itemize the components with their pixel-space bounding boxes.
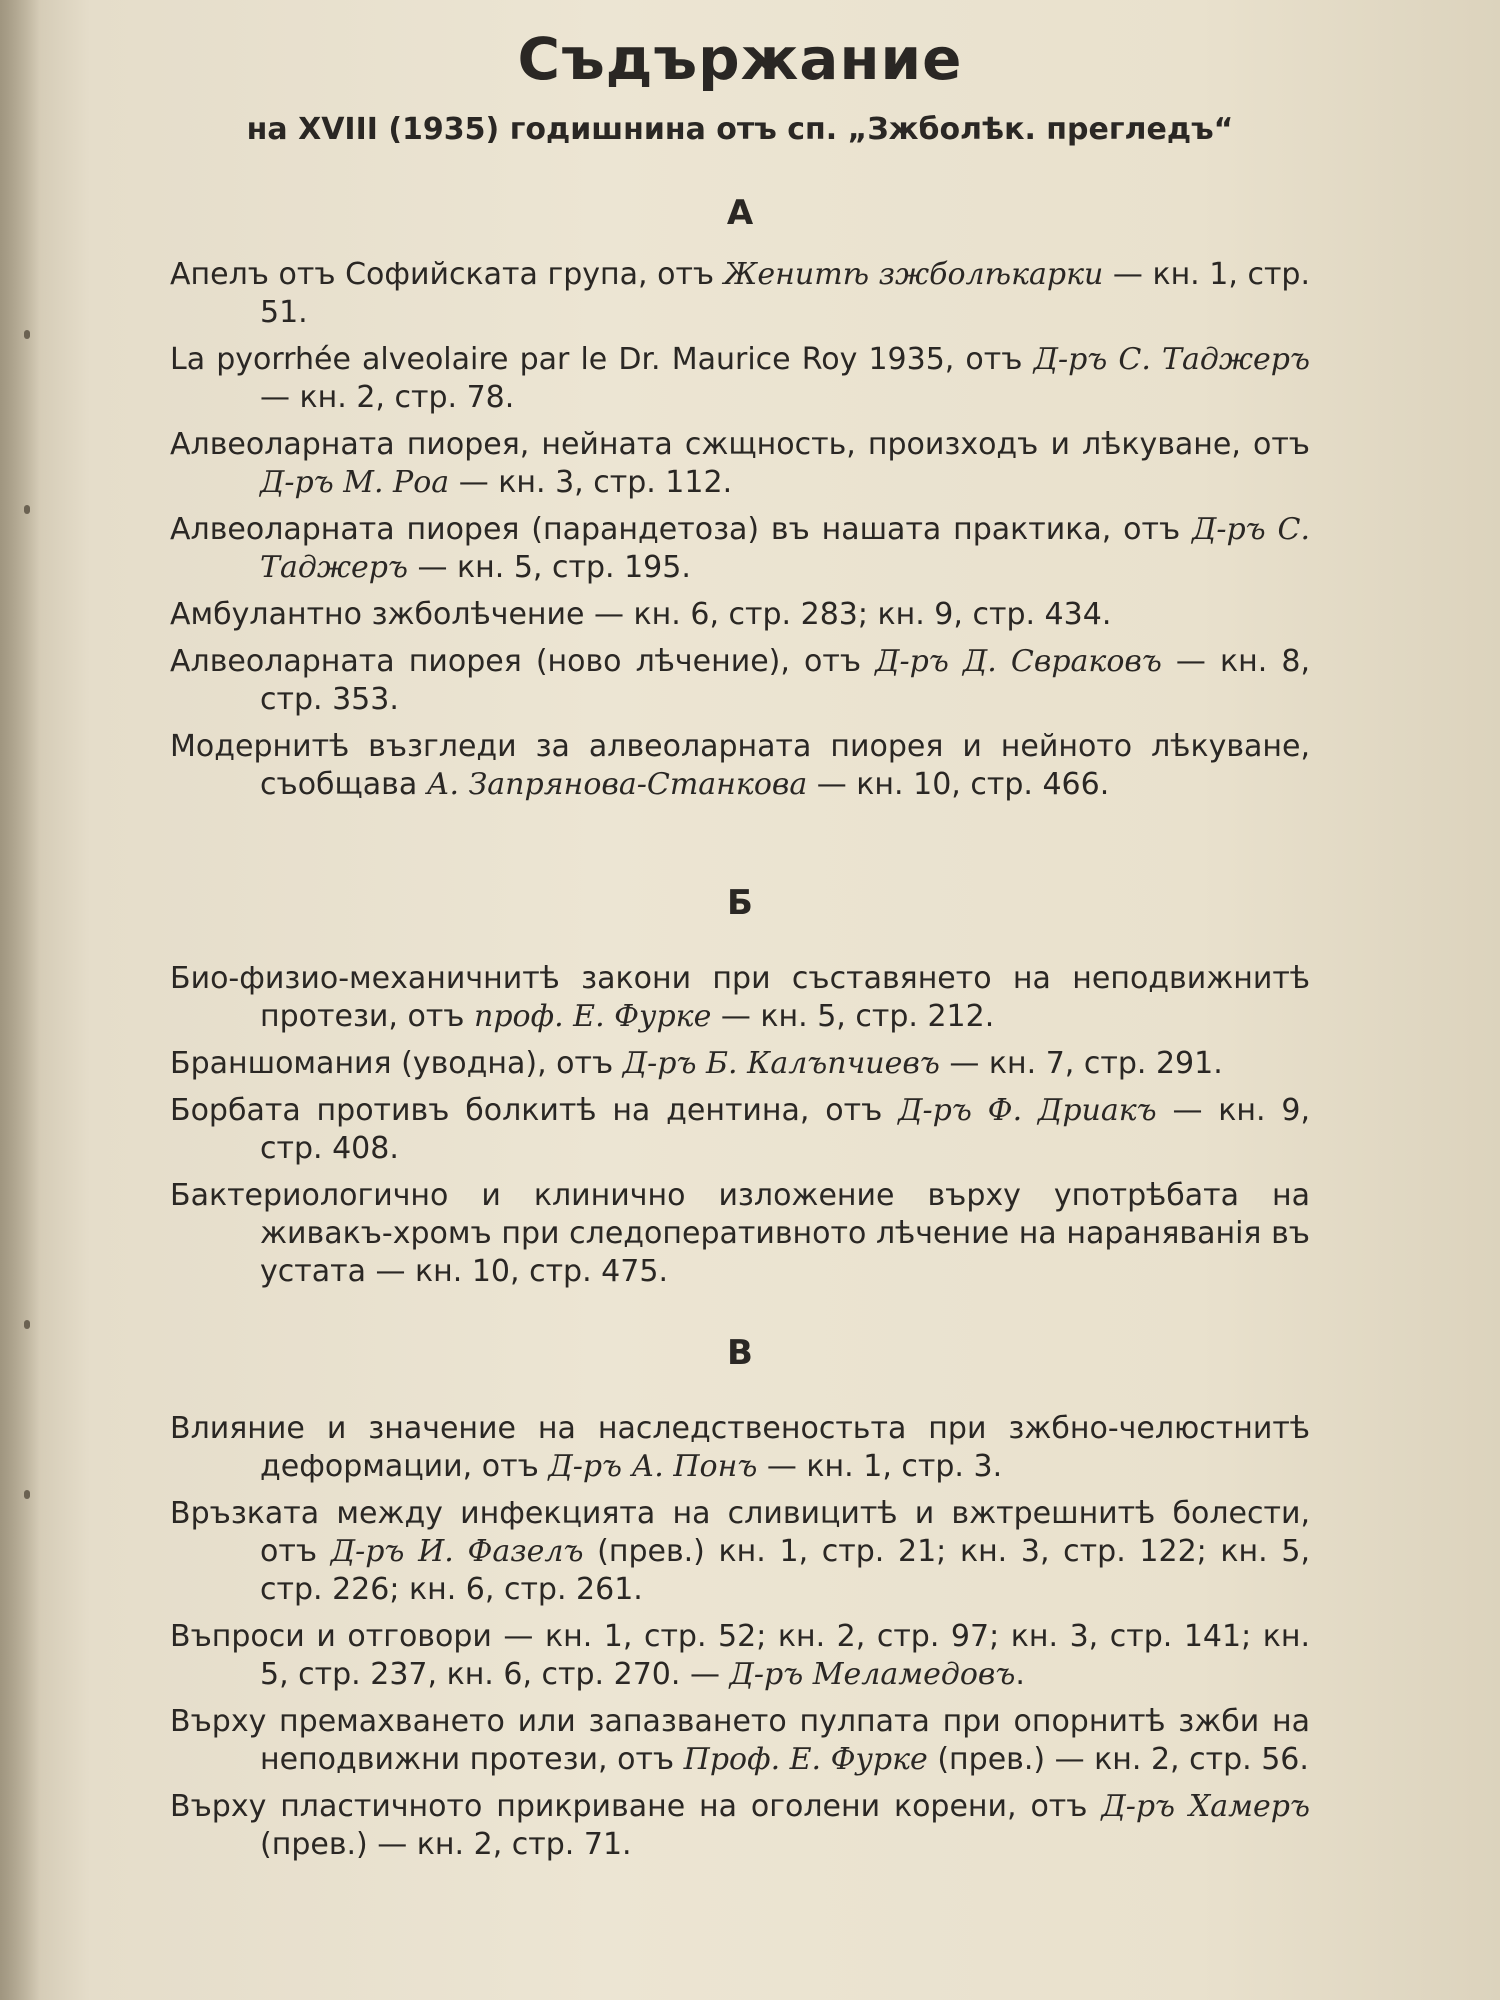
- entry-author: проф. Е. Фурке: [474, 999, 712, 1034]
- binding-hole: [24, 1490, 30, 1499]
- toc-entry: Браншомания (уводна), отъ Д-ръ Б. Калъпчиевъ — кн. 7, стр. 291.: [170, 1046, 1223, 1081]
- entry-author: Д-ръ А. Понъ: [548, 1449, 758, 1484]
- toc-entry: Алвеоларната пиорея (ново лѣчение), отъ Д-ръ Д. Свраковъ — кн. 8, стр. 353.: [170, 644, 1310, 717]
- entry-author: Д-ръ Б. Калъпчиевъ: [622, 1046, 940, 1081]
- entry-author: Д-ръ Хамеръ: [1101, 1789, 1310, 1824]
- toc-entry: Връзката между инфекцията на сливицитѣ и вжтрешнитѣ болести, отъ Д-ръ И. Фазелъ (прев.) кн. 1, стр. 21; кн. 3, стр. 122; кн. 5, стр. 226; кн. 6, стр. 261.: [170, 1496, 1310, 1607]
- entry-author: Д-ръ С. Таджеръ: [1033, 342, 1310, 377]
- entry-author: Д-ръ Меламедовъ: [729, 1657, 1016, 1692]
- section-v: [170, 1330, 1310, 1873]
- toc-entry: Био-физио-механичнитѣ закони при съставянето на неподвижнитѣ протези, отъ проф. Е. Фурке — кн. 5, стр. 212.: [170, 961, 1310, 1034]
- binding-shadow: [0, 0, 40, 2000]
- entry-author: Д-ръ Д. Свраковъ: [875, 644, 1162, 679]
- entry-author: А. Запрянова-Станкова: [426, 767, 808, 802]
- binding-hole: [24, 1320, 30, 1329]
- entry-author: Д-ръ И. Фазелъ: [330, 1534, 584, 1569]
- entry-author: Женитѣ зжболѣкарки: [723, 257, 1104, 292]
- toc-entry: Върху премахването или запазването пулпата при опорнитѣ зжби на неподвижни протези, отъ Проф. Е. Фурке (прев.) — кн. 2, стр. 56.: [170, 1704, 1310, 1777]
- toc-entry: Модернитѣ възгледи за алвеоларната пиорея и нейното лѣкуване, съобщава А. Запрянова-Станкова — кн. 10, стр. 466.: [170, 729, 1310, 802]
- binding-hole: [24, 330, 30, 339]
- entry-author: Д-ръ С. Таджеръ: [260, 512, 1310, 585]
- toc-entry: Алвеоларната пиорея, нейната сжщность, произходъ и лѣкуване, отъ Д-ръ М. Роа — кн. 3, стр. 112.: [170, 427, 1310, 500]
- toc-entry: Алвеоларната пиорея (парандетоза) въ нашата практика, отъ Д-ръ С. Таджеръ — кн. 5, стр. 195.: [170, 512, 1310, 585]
- toc-entry: Въпроси и отговори — кн. 1, стр. 52; кн. 2, стр. 97; кн. 3, стр. 141; кн. 5, стр. 237, кн. 6, стр. 270. — Д-ръ Меламедовъ.: [170, 1619, 1310, 1692]
- section-a: [170, 190, 1310, 813]
- section-letter: В: [727, 1333, 753, 1373]
- page-subtitle: на XVIII (1935) годишнина отъ сп. „Зжболѣк. прегледъ“: [246, 112, 1234, 147]
- table-of-contents: [170, 20, 1310, 1862]
- section-b: [170, 880, 1310, 1300]
- entry-author: Д-ръ Ф. Дриакъ: [898, 1093, 1157, 1128]
- toc-entry: Бактериологично и клинично изложение върху употрѣбата на живакъ-хромъ при следоперативното лѣчение на нараняванія въ устата — кн. 10, стр. 475.: [170, 1178, 1310, 1289]
- page-title: Съдържание: [517, 25, 963, 93]
- toc-entry: Борбата противъ болкитѣ на дентина, отъ Д-ръ Ф. Дриакъ — кн. 9, стр. 408.: [170, 1093, 1310, 1166]
- section-letter: Б: [727, 883, 753, 923]
- toc-entry: Влияние и значение на наследственостьта при зжбно-челюстнитѣ деформации, отъ Д-ръ А. Понъ — кн. 1, стр. 3.: [170, 1411, 1310, 1484]
- toc-entry: Апелъ отъ Софийската група, отъ Женитѣ зжболѣкарки — кн. 1, стр. 51.: [170, 257, 1310, 330]
- toc-entry: Амбулантно зжболѣчение — кн. 6, стр. 283; кн. 9, стр. 434.: [170, 597, 1112, 632]
- toc-entry: Върху пластичното прикриване на оголени корени, отъ Д-ръ Хамеръ (прев.) — кн. 2, стр. 71.: [170, 1789, 1310, 1862]
- entry-author: Проф. Е. Фурке: [683, 1742, 928, 1777]
- entry-author: Д-ръ М. Роа: [260, 465, 450, 500]
- toc-entry: La pyorrhée alveolaire par le Dr. Maurice Roy 1935, отъ Д-ръ С. Таджеръ — кн. 2, стр. 78.: [170, 342, 1310, 415]
- section-letter: А: [726, 193, 754, 233]
- binding-hole: [24, 505, 30, 514]
